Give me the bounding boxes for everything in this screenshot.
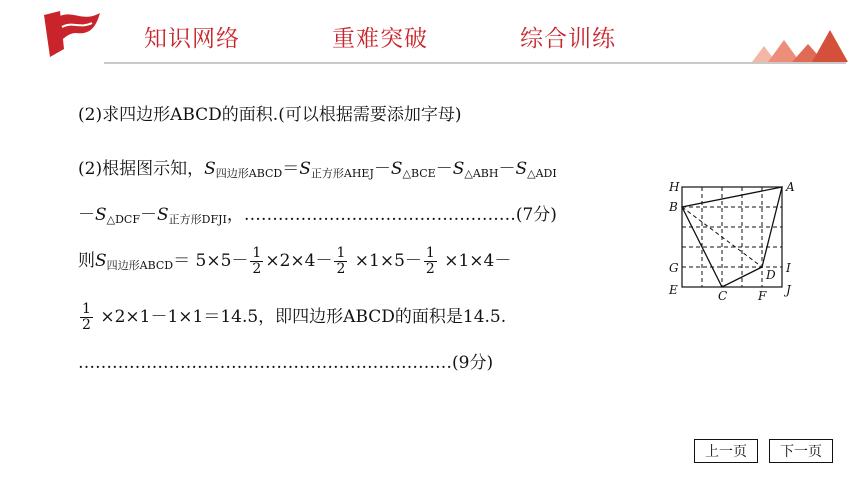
tab-key-difficulties[interactable]: 重难突破 [332, 26, 428, 52]
tab-knowledge-network[interactable]: 知识网络 [144, 26, 240, 52]
svg-text:A: A [786, 180, 795, 194]
svg-text:E: E [669, 283, 678, 297]
prev-page-button[interactable]: 上一页 [694, 439, 758, 463]
geometry-figure [666, 176, 802, 302]
solution-line-5: …………………………………………………………(9分) [78, 353, 494, 373]
tab-comprehensive-training[interactable]: 综合训练 [520, 26, 616, 52]
fraction-half: $\frac{1}{2}$ [252, 245, 262, 277]
next-page-button[interactable]: 下一页 [769, 439, 833, 463]
fraction-half: $\frac{1}{2}$ [336, 245, 346, 277]
svg-text:I: I [786, 261, 791, 275]
svg-text:C: C [718, 289, 728, 302]
svg-text:G: G [669, 261, 679, 275]
solution-line-2: $-S_{\triangle DCF}-S_{正方形DFJI}$，…………………………………………(7分) [78, 205, 557, 226]
decorative-triangles [0, 0, 860, 70]
svg-text:H: H [669, 180, 680, 194]
solution-line-3: 则$S_{四边形ABCD}= 5\times 5-$ $\frac{1}{2}$ ×2×4－ $\frac{1}{2}$ ×1×5－ $\frac{1}{2}$ ×1×4－ [78, 245, 512, 277]
fraction-half: $\frac{1}{2}$ [82, 301, 91, 333]
question-text: (2)求四边形ABCD的面积.(可以根据需要添加字母) [78, 105, 462, 125]
svg-text:B: B [669, 200, 678, 214]
solution-line-1: (2)根据图示知，$S_{四边形ABCD}=S_{正方形AHEJ}-S_{\triangle BCE}-S_{\triangle ABH}-S_{\triangle ADI}$ [78, 159, 557, 180]
solution-line-4: $\frac{1}{2}$ ×2×1－1×1＝14.5，即四边形ABCD的面积是14.5. [82, 301, 507, 333]
svg-text:D: D [766, 268, 776, 282]
fraction-half: $\frac{1}{2}$ [425, 245, 435, 277]
svg-text:F: F [758, 289, 767, 302]
svg-text:J: J [786, 283, 791, 297]
